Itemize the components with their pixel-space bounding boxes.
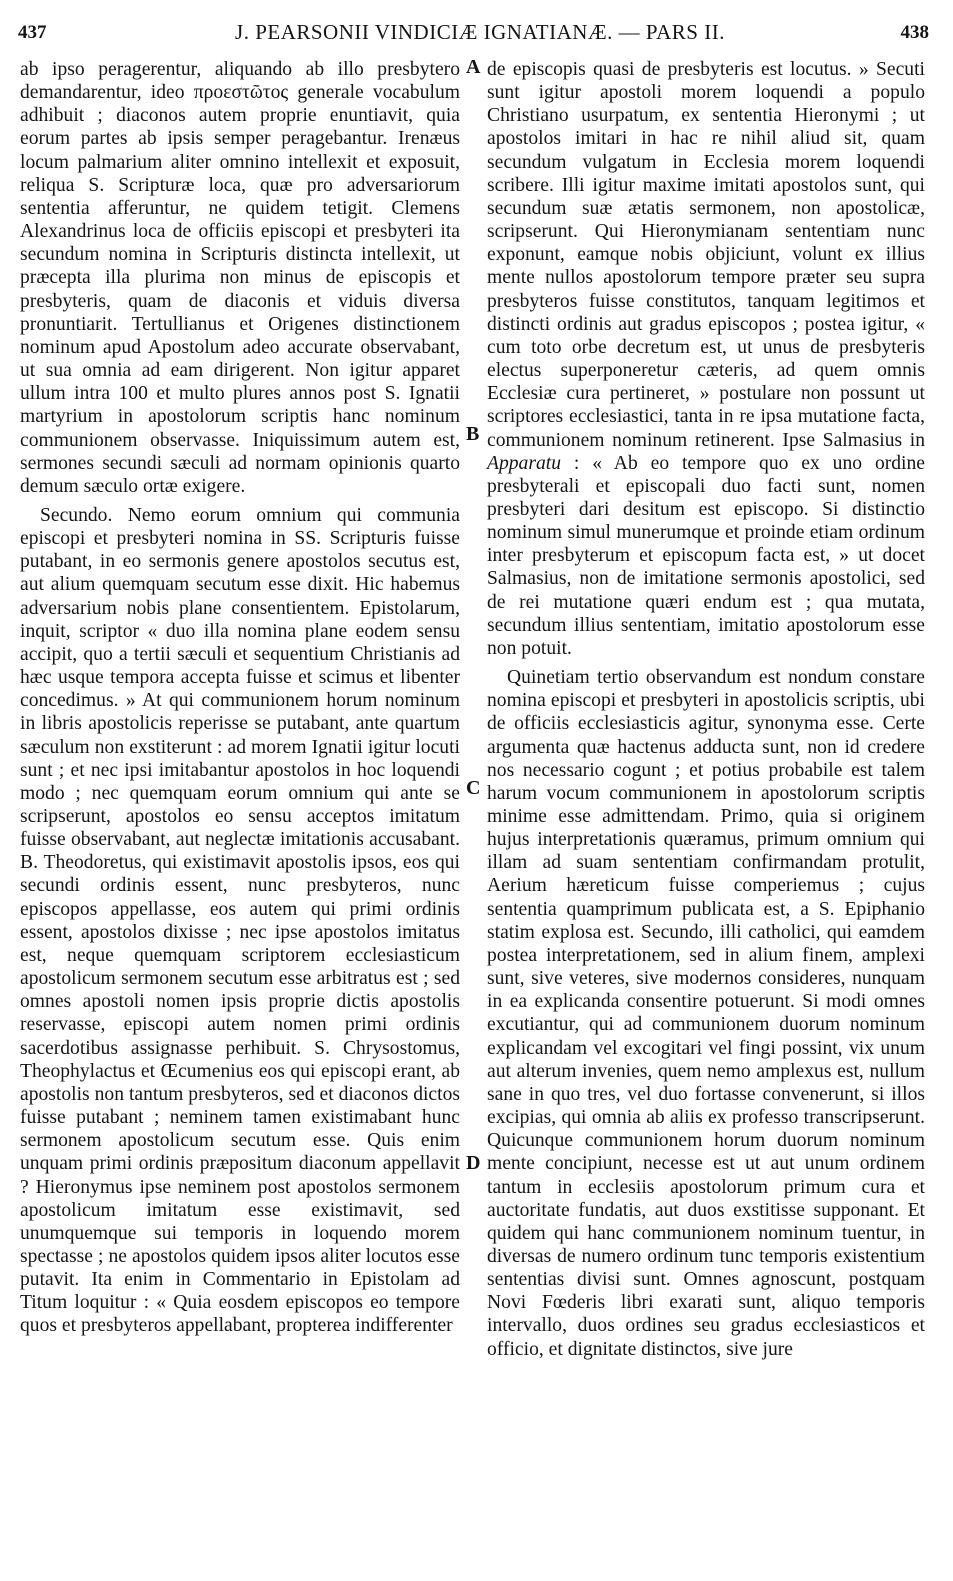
page-number-left: 437 (18, 22, 47, 43)
paragraph: Quinetiam tertio observandum est nondum constare nomina episcopi et presbyteri in apostolicis scriptis, ubi de officiis ecclesiasticis agitur, synonyma esse. Certe argumenta quæ hactenus adducta sunt, non id credere nos necessario cogunt ; et potius probabile est talem harum vocum communionem in apostolorum scriptis minime esse admittendam. Primo, quia si originem hujus interpretationis quæramus, primum omnium qui illam ad suam sententiam confirmandam protulit, Aerium hæreticum fuisse comperiemus ; cujus sententia quamprimum publicata est, a S. Epiphanio statim explosa est. Secundo, illi catholici, qui eamdem postea interpretationem, sed in alium finem, amplexi sunt, sive veteres, sive modernos consideres, nunquam in ea explicanda consentire potuerunt. Si modi omnes excutiantur, qui ad communionem duorum nominum explicandam vel excogitari vel fingi possint, vix unum aut alterum invenies, quem nemo amplexus est, nullum sane in quo tres, vel duo fortasse convenerunt, si illos excipias, qui omnia ab aliis ex professo transcripserunt. Quicunque communionem horum duorum nominum mente concipiunt, necesse est ut aut unum ordinem tantum in ecclesiis apostolorum primum cura et auctoritate fundatis, aut duos exstitisse supponant. Et quidem qui hanc communionem nominum tuentur, in diversas de numero ordinum tunc temporis existentium sententias divisi sunt. Omnes agnoscunt, postquam Novi Fœderis libri exarati sunt, aliquo temporis intervallo, duos ordines seu gradus ecclesiasticos et officio, et dignitate distinctos, sive jure (487, 667, 925, 1360)
paragraph (487, 58, 925, 660)
margin-marker-d: D (466, 1152, 481, 1174)
right-text-column (487, 58, 925, 1361)
paragraph-text: : « Ab eo tempore quo ex uno ordine presbyterali et episcopali duo facti sunt, nomen presbyteri dari desitum est episcopo. Si distinctio nominum simul munerumque et proinde etiam ordinum inter presbyterum et episcopum facta est, » ut docet Salmasius, non de imitatione sermonis apostolici, sed de rei mutatione quæri endum est ; qua mutata, secundum illius sententiam, imitatio apostolorum esse non potuit. (487, 452, 925, 659)
paragraph-text: de episcopis quasi de presbyteris est locutus. » Secuti sunt igitur apostoli morem loquendi a populo Christiano usurpatum, ex sententia Hieronymi ; ut apostolos imitari in hac re nihil aliud sit, quam secundum vulgatum in Ecclesia morem loquendi scribere. Illi igitur maxime imitati apostolos sunt, qui secundum suæ ætatis sermonem, non apostolicæ, scripserunt. Qui Hieronymianam sententiam nunc exponunt, eamque nobis objiciunt, volunt ex illius mente nullos apostolorum tempore præter seu supra presbyteros fuisse constitutos, tanquam legitimos et distincti ordinis aut gradus episcopos ; postea igitur, « cum toto orbe decretum est, ut unus de presbyteris electus superponeretur cæteris, ad quem omnis Ecclesiæ cura pertineret, » postulare non possunt ut scriptores ecclesiastici, tanta in re ipsa mutatione facta, communionem nominum retinerent. Ipse Salmasius in (487, 59, 925, 451)
running-title: J. PEARSONII VINDICIÆ IGNATIANÆ. — PARS II. (235, 20, 725, 44)
margin-marker-c: C (466, 777, 481, 799)
page-number-right: 438 (900, 22, 929, 43)
running-header (0, 10, 953, 46)
paragraph: ab ipso peragerentur, aliquando ab illo presbytero demandarentur, ideo προεστῶτος generale vocabulum adhibuit ; diaconos autem proprie enuntiavit, quia eorum partes ab ipsis semper peragebantur. Irenæus locum palmarium aliter omnino intellexit et exposuit, reliqua S. Scripturæ loca, quæ pro adversariorum sententia afferuntur, ne quidem tetigit. Clemens Alexandrinus loca de officiis episcopi et presbyteri ita secundum nomina in Scripturis distincta intellexit, ut præcepta illa plurima non minus de episcopis et presbyteris, quam de diaconis et viduis diversa pronuntiarit. Tertullianus et Origenes distinctionem nominum apud Apostolum adeo accurate observabant, ut sua omnia ad eam dirigerent. Non igitur apparet ullum intra 100 et multo plures annos post S. Ignatii martyrium in apostolorum scriptis hanc nominum communionem observasse. Iniquissimum autem est, sermones secundi sæculi ad normam opinionis quarto demum sæculo ortæ exigere. (20, 59, 460, 497)
margin-marker-b: B (466, 423, 480, 445)
left-text-column (20, 58, 460, 1338)
paragraph: Secundo. Nemo eorum omnium qui communia episcopi et presbyteri nomina in SS. Scripturis fuisse putabant, in eo sermonis genere apostolos secutus est, aut alium quemquam secutum esse dixit. Hic habemus adversarium nobis plane consentientem. Epistolarum, inquit, scriptor « duo illa nomina plane eodem sensu accipit, quo a tertii sæculi et sequentium Christianis ad hæc usque tempora accepta fuisse et scimus et libenter concedimus. » At qui communionem horum nominum in libris apostolicis reperisse se putabant, ante quartum sæculum non exstiterunt : ad morem Ignatii igitur locuti sunt ; et nec ipsi imitabantur apostolos in hoc loquendi modo ; nec quemquam eorum omnium qui ante se scripserunt, apostolos eo sensu acceptos imitatum fuisse observabant, aut neglectæ imitationis accusabant. B. Theodoretus, qui existimavit apostolis ipsos, eos qui secundi ordinis essent, nunc presbyteros, nunc episcopos appellasse, eos autem qui primi ordinis essent, apostolos dixisse ; nec ipse apostolos imitatus est, neque quemquam scriptorem ecclesiasticum apostolicum sermonem secutum esse arbitratus est ; sed omnes apostoli nomen ipsis proprie dictis apostolis reservasse, episcopi autem nomen primi ordinis sacerdotibus assignasse perhibuit. S. Chrysostomus, Theophylactus et Œcumenius eos qui episcopi erant, ab apostolis non tantum presbyteros, sed et diaconos dictos fuisse putabant ; neminem tamen existimabant hunc sermonem apostolicum secutum esse. Quis enim unquam primi ordinis præpositum diaconum appellavit ? Hieronymus ipse neminem post apostolos sermonem apostolicum imitatum esse existimavit, sed unumquemque sui temporis in loquendo morem spectasse ; ne apostolos quidem ipsos aliter locutos esse putavit. Ita enim in Commentario in Epistolam ad Titum loquitur : « Quia eosdem episcopos eo tempore quos et presbyteros appellabant, propterea indifferenter (20, 504, 460, 1337)
margin-marker-a: A (466, 56, 481, 78)
italic-title: Apparatu (487, 452, 562, 474)
